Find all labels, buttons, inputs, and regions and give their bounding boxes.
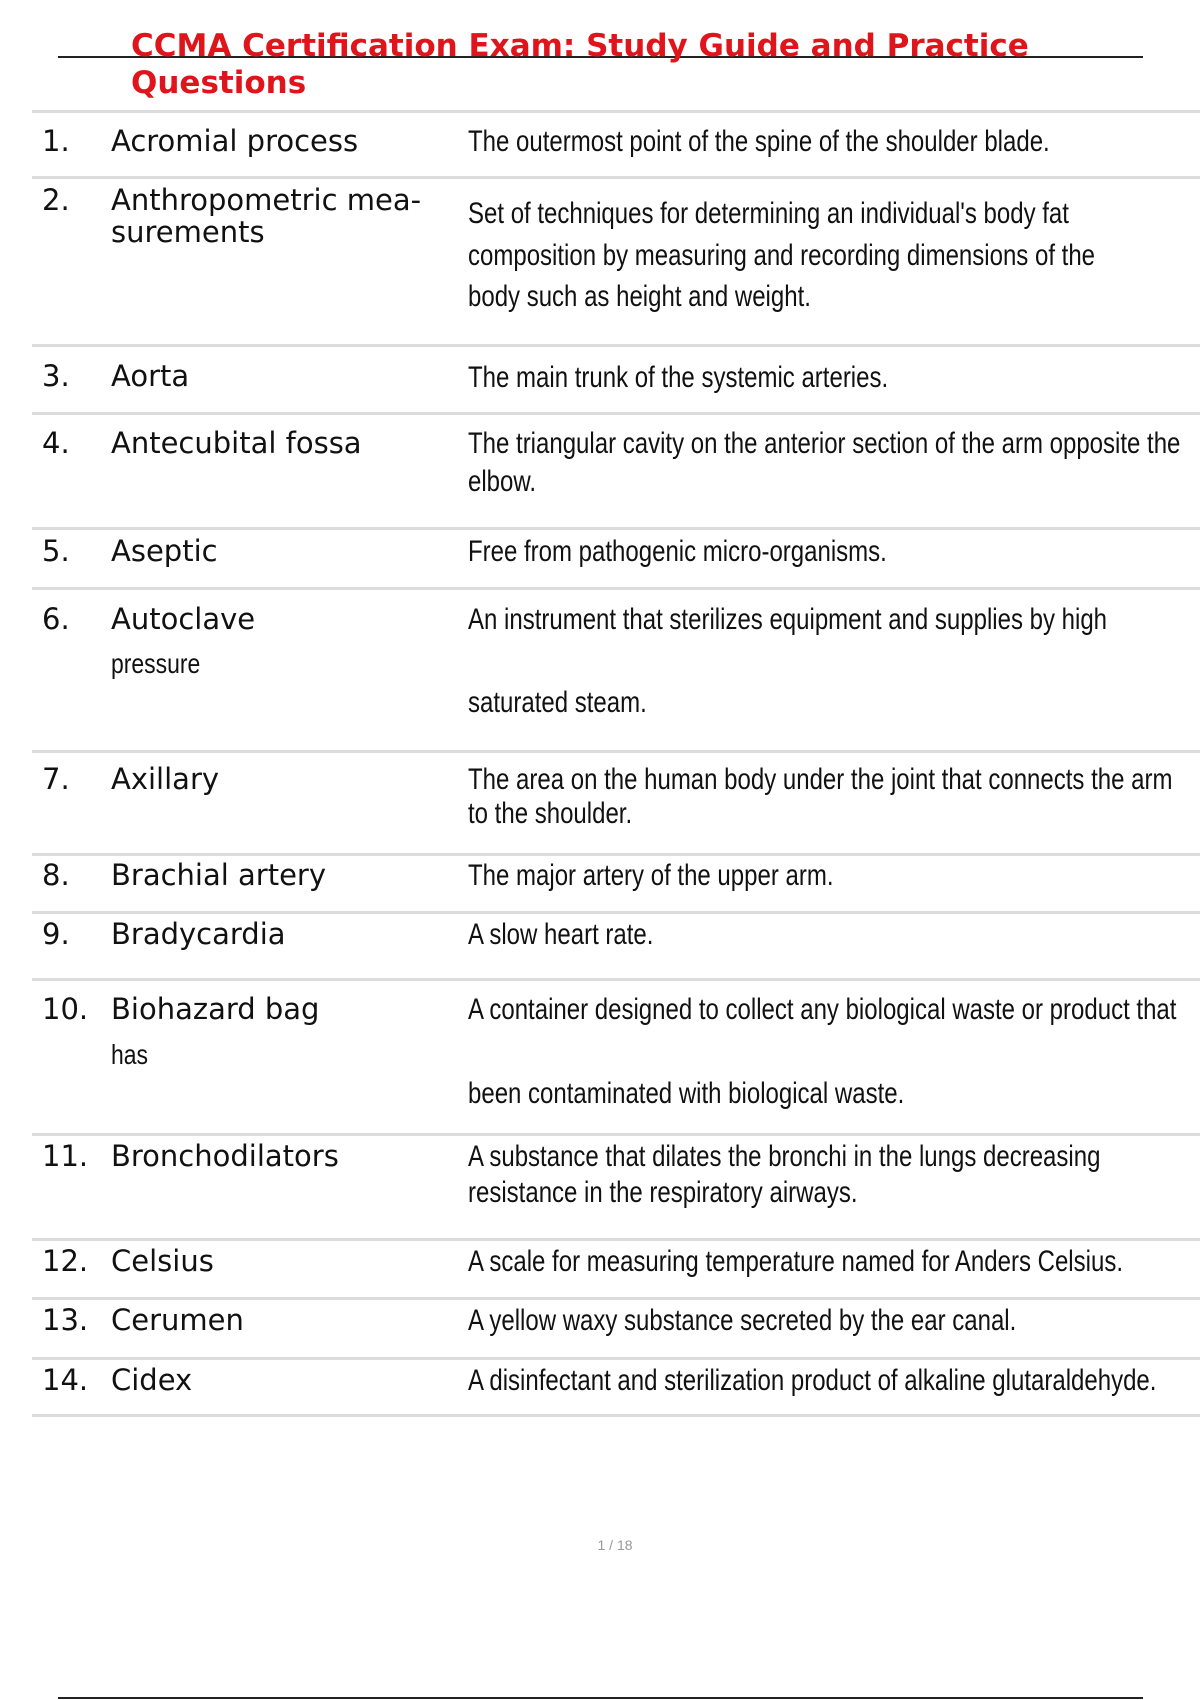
entry-term: Bronchodilators bbox=[111, 1139, 339, 1173]
entry-term: Cidex bbox=[111, 1363, 193, 1397]
table-row bbox=[32, 527, 1200, 587]
table-row bbox=[32, 978, 1200, 1133]
table-row bbox=[32, 1297, 1200, 1357]
entry-definition-line: A disinfectant and sterilization product of alkaline glutaraldehyde. bbox=[468, 1364, 1157, 1397]
entry-definition-line: composition by measuring and recording dimensions of the bbox=[468, 239, 1096, 272]
entry-number: 6. bbox=[42, 602, 70, 636]
table-row bbox=[32, 344, 1200, 412]
table-row bbox=[32, 911, 1200, 978]
entry-number: 13. bbox=[42, 1303, 89, 1337]
entry-definition-line: The main trunk of the systemic arteries. bbox=[468, 361, 889, 394]
entry-number: 2. bbox=[42, 183, 70, 217]
entry-definition-line: A substance that dilates the bronchi in the lungs decreasing bbox=[468, 1140, 1101, 1173]
entry-definition-line: An instrument that sterilizes equipment and supplies by high bbox=[468, 603, 1108, 636]
entry-number: 11. bbox=[42, 1139, 89, 1173]
page-title-line-1: CCMA Certification Exam: Study Guide and Practice bbox=[131, 28, 1029, 64]
entry-definition-line: Free from pathogenic micro-organisms. bbox=[468, 535, 887, 568]
entry-number: 7. bbox=[42, 762, 70, 796]
entry-term: Autoclave bbox=[111, 602, 256, 636]
table-row bbox=[32, 110, 1200, 176]
table-row bbox=[32, 1133, 1200, 1238]
entry-term: Axillary bbox=[111, 762, 220, 796]
entry-definition-line: The triangular cavity on the anterior section of the arm opposite the bbox=[468, 427, 1181, 460]
table-row bbox=[32, 176, 1200, 344]
table-row bbox=[32, 587, 1200, 750]
entry-number: 4. bbox=[42, 426, 70, 460]
entry-definition-line: A scale for measuring temperature named for Anders Celsius. bbox=[468, 1245, 1123, 1278]
entry-number: 14. bbox=[42, 1363, 89, 1397]
entry-number: 3. bbox=[42, 359, 70, 393]
entry-definition-line: resistance in the respiratory airways. bbox=[468, 1176, 858, 1209]
entry-number: 5. bbox=[42, 534, 70, 568]
entry-number: 12. bbox=[42, 1244, 89, 1278]
entry-definition-line: been contaminated with biological waste. bbox=[468, 1077, 905, 1110]
page-indicator: 1 / 18 bbox=[597, 1537, 633, 1553]
entry-number: 9. bbox=[42, 917, 70, 951]
entry-term-continuation: has bbox=[111, 1039, 149, 1070]
entry-definition-line: to the shoulder. bbox=[468, 797, 633, 830]
table-row bbox=[32, 750, 1200, 853]
entry-definition-line: saturated steam. bbox=[468, 686, 647, 719]
entry-term: Aseptic bbox=[111, 534, 218, 568]
table-row bbox=[32, 853, 1200, 911]
entry-term: Anthropometric mea- surements bbox=[111, 183, 422, 249]
entry-term: Celsius bbox=[111, 1244, 214, 1278]
entry-term: Cerumen bbox=[111, 1303, 244, 1337]
entry-term: Aorta bbox=[111, 359, 190, 393]
entry-definition-line: body such as height and weight. bbox=[468, 280, 811, 313]
entry-definition-line: The major artery of the upper arm. bbox=[468, 859, 834, 892]
entry-term: Brachial artery bbox=[111, 858, 327, 892]
table-row bbox=[32, 412, 1200, 527]
entry-term: Acromial process bbox=[111, 124, 359, 158]
table-row bbox=[32, 1238, 1200, 1297]
entry-term-continuation: pressure bbox=[111, 648, 201, 679]
entry-term: Biohazard bag bbox=[111, 992, 320, 1026]
table-row bbox=[32, 1357, 1200, 1417]
entry-definition-line: A slow heart rate. bbox=[468, 918, 654, 951]
page-title-line-2: Questions bbox=[131, 65, 307, 101]
page-title bbox=[131, 28, 1091, 102]
entry-term: Antecubital fossa bbox=[111, 426, 362, 460]
entry-definition-line: The area on the human body under the joint that connects the arm bbox=[468, 763, 1173, 796]
entry-definition-line: A yellow waxy substance secreted by the ear canal. bbox=[468, 1304, 1017, 1337]
entry-number: 1. bbox=[42, 124, 70, 158]
entry-term: Bradycardia bbox=[111, 917, 286, 951]
entry-definition-line: Set of techniques for determining an individual's body fat bbox=[468, 197, 1069, 230]
entry-definition-line: elbow. bbox=[468, 465, 537, 498]
entry-number: 8. bbox=[42, 858, 70, 892]
glossary-table bbox=[32, 110, 1200, 1417]
entry-definition-line: A container designed to collect any biological waste or product that bbox=[468, 993, 1177, 1026]
entry-number: 10. bbox=[42, 992, 89, 1026]
entry-definition-line: The outermost point of the spine of the shoulder blade. bbox=[468, 125, 1050, 158]
bottom-rule bbox=[58, 1697, 1143, 1699]
